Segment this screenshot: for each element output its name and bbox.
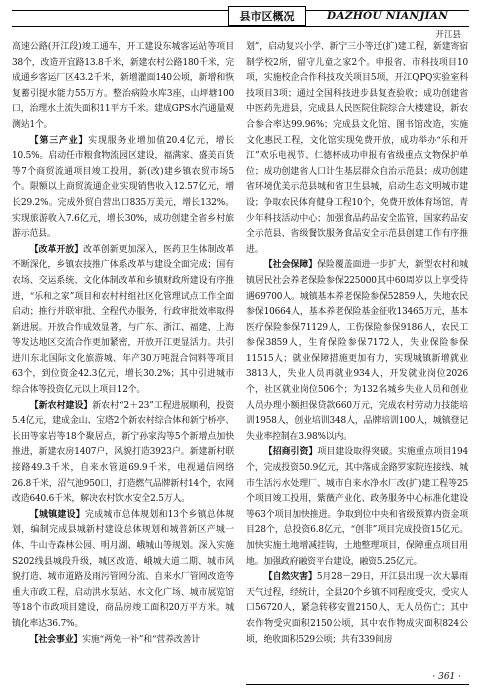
page-header	[0, 0, 479, 40]
section-tab: 县市区概况	[228, 6, 306, 26]
paragraph: 【改革开放】改革创新更加深入，医药卫生体制改革不断深化，乡镇农技推广体系改革与建设全面完成；国有农场、交运系统、文化体制改革和乡镇财政所建设有序推进，“乐和之家”项目和农村村组社区化管理试点工作全面启动；推行并联审批、全程代办服务，行政审批效率取得新进展。开放合作成效显著，与广东、浙江、福建、上海等发达地区交流合作更加紧密，开放开江更显活力。共引进川东北国际文化旅游城、年产30万吨混合饲料等项目63个，到位资金42.3亿元，增长30.2%；其中引进城市综合体等投资亿元以上项目12个。	[12, 244, 234, 396]
section-heading: 【第三产业】	[29, 135, 89, 146]
section-heading: 【城镇建设】	[29, 509, 85, 520]
section-heading: 【新农村建设】	[29, 400, 93, 411]
paragraph: 划”，启动复兴小学、新宁三小等迁(扩)建工程，新建寄宿制学校2所，留守儿童之家2个。申报省、市科技项目10项，实施校企合作科技攻关项目5项，开江QPQ实验室科技项目3项；通过全国科技进步县复查验收；成功创建省中医药先进县，完成县人民医院住院综合大楼建设，新农合参合率达99.96%；完成县文化馆、图书馆改造，实施文化惠民工程，文化馆实现免费开放，成功举办“乐和开江”欢乐电视节、仁德杯成功申报有省级重点文物保护单位；成功创建省人口计生基层群众自治示范县；成功创建省环境优美示范县城和省卫生县城，启动生态文明城市建设；争取农民体育健身工程10个，免费开放体育场馆，青少年科技活动中心；加强食品药品安全监管，国家药品安全示范县、省级餐饮服务食品安全示范县创建工作有序推进。	[246, 42, 468, 255]
paragraph: 【社会事业】实施“两免一补”和“营养改善计	[29, 634, 201, 645]
paragraph: 【社会保障】保险覆盖面进一步扩大，新型农村和城镇居民社会养老保险参保225000其中60周岁以上享受待遇69700人。城镇基本养老保险参保52859人，失地农民参保10664人，基本养老保险基金征收13465万元，基本医疗保险参保71129人，工伤保险参保9186人，农民工参保3859人，生育保险参保7172人，失业保险参保11515人；就业保障措施更加有力，实现城镇新增就业3813人，失业人员再就业934人，开发就业岗位2026个，社区就业岗位506个；为132名城乡失业人员和创业人员办理小额担保贷款660万元，完成农村劳动力技能培训1958人，创业培训348人，品牌培训100人，城镇登记失业率控制在3.98%以内。	[246, 260, 468, 442]
paragraph: 【第三产业】实现服务业增加值20.4亿元，增长10.5%。启动任市粮食物流园区建设，福满家、盛美百货等7个商贸流通项目竣工投用，新(改)建乡镇农贸市场5个。限额以上商贸流通企业实现销售收入12.57亿元，增长29.2%。完成外贸自营出口835万美元，增长132%。实现旅游收入7.6亿元，增长30%，成功创建全省乡村旅游示范县。	[12, 135, 234, 240]
paragraph: 【招商引资】项目建设取得突破。实施重点项目194个，完成投资50.9亿元，其中落成金路罗家院连接线、城市生活污水处理厂、城市自来水净水厂改(扩)建工程等25个项目竣工投用，紫薇产业化、政务服务中心标准化建设等63个项目加快推进。争取到位中央和省级预算内资金项目28个，总投资6.8亿元，“创非”项目完成投资15亿元。加快实施土地增减挂钩，土地整理项目，保障重点项目用地。加强政府融资平台建设，融资5.25亿元。	[246, 447, 468, 567]
section-heading: 【社会保障】	[263, 260, 318, 271]
page-number: · 361 ·	[432, 672, 461, 682]
county-label: 开江县	[435, 30, 461, 40]
paragraph: 高速公路(开江段)竣工通车，开工建设东城客运站等项目38个，改造开宜路13.8千米，新建农村公路180千米，完成通乡客运厂区43.2千米，新增灌面140公顷，新增和恢复蓄引提水能力55万方。整治病险水库3座，山坪塘100口，治理水土流失面积11平方千米。建成GPS水汽通量观测站1个。	[12, 42, 234, 130]
paragraph: 【新农村建设】新农村“2＋23”工程进展顺利，投资5.4亿元，建成金山、宝塔2个新农村综合体和新宁桥亭、长田等家岩等18个聚居点，新宁孙家沟等5个新增点加快推进，新建农房1407户，风貌打造3923户。新建新村联接路49.3千米，自来水管道69.9千米，电视通信网络26.8千米，沼气池950口，打造燃气品牌新村14个，农网改造640.6千米，解决农村饮水安全2.5万人。	[12, 400, 234, 505]
paragraph: 【自然灾害】5月28－29日，开江县出现一次大暴雨天气过程，经统计，全县20个乡镇不同程度受灾，受灾人口56720人，紧急转移安置2150人，无人员伤亡；其中农作物受灾面积2150公顷，其中农作物成灾面积824公顷，绝收面积529公顷；共有339间房	[246, 572, 468, 645]
footer-rule	[246, 684, 469, 685]
section-heading: 【改革开放】	[29, 244, 84, 255]
right-column	[246, 40, 468, 648]
header-bottom-rule	[12, 26, 469, 27]
section-heading: 【招商引资】	[263, 447, 318, 458]
left-column	[12, 40, 234, 648]
section-heading: 【社会事业】	[29, 634, 83, 645]
paragraph: 【城镇建设】完成城市总体规划和13个乡镇总体规划，编制完成县城新村建设总体规划和城普新区产城一体、牛山寺森林公园、明月湖、峨城山等规划。深入实施S202线县城段升级，城区改造、峨城大道二期、城市风貌打造、城市道路及雨污管网分流、自来水厂管网改造等重大市政工程，启动洪水泵站、水文化广场、城市展览馆等18个市政项目建设，商品房竣工面积20万平方米。城镇化率达36.7%。	[12, 509, 234, 629]
section-heading: 【自然灾害】	[263, 572, 317, 583]
yearbook-english-title: DAZHOU NIANJIAN	[327, 10, 449, 22]
